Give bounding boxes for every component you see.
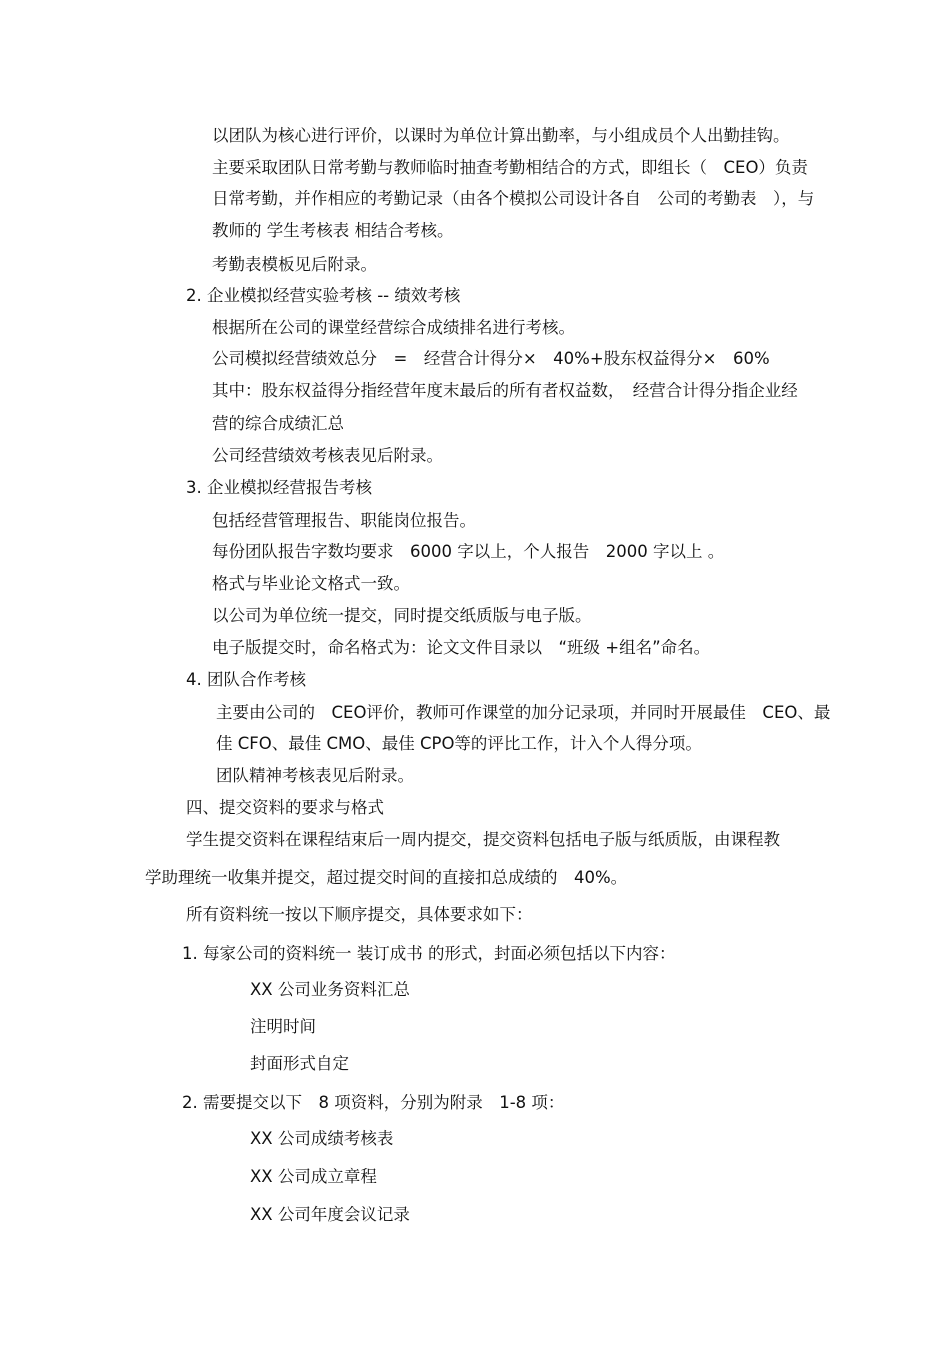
sub-list-item: XX 公司成绩考核表 (250, 1129, 394, 1148)
text-line: 包括经营管理报告、职能岗位报告。 (212, 511, 476, 530)
text-line: 格式与毕业论文格式一致。 (212, 574, 410, 593)
text-line: 电子版提交时，命名格式为：论文文件目录以 “班级 +组名”命名。 (212, 638, 711, 657)
sub-list-item: XX 公司业务资料汇总 (250, 980, 410, 999)
text-line: 团队精神考核表见后附录。 (216, 766, 414, 785)
section-heading: 2. 企业模拟经营实验考核 -- 绩效考核 (186, 286, 461, 305)
formula-line: 公司模拟经营绩效总分 = 经营合计得分× 40%+股东权益得分× 60% (212, 349, 770, 368)
list-item: 2. 需要提交以下 8 项资料，分别为附录 1-8 项： (182, 1093, 565, 1112)
text-line: 学助理统一收集并提交，超过提交时间的直接扣总成绩的 40%。 (145, 868, 628, 887)
sub-list-item: 封面形式自定 (250, 1054, 349, 1073)
text-line: 公司经营绩效考核表见后附录。 (212, 446, 443, 465)
text-line: 每份团队报告字数均要求 6000 字以上，个人报告 2000 字以上 。 (212, 542, 725, 561)
sub-list-item: 注明时间 (250, 1017, 316, 1036)
text-line: 其中：股东权益得分指经营年度末最后的所有者权益数， 经营合计得分指企业经 (212, 381, 798, 400)
list-item: 1. 每家公司的资料统一 装订成书 的形式，封面必须包括以下内容： (182, 944, 676, 963)
text-line: 以公司为单位统一提交，同时提交纸质版与电子版。 (212, 606, 592, 625)
text-line: 教师的 学生考核表 相结合考核。 (212, 221, 454, 240)
section-heading: 4. 团队合作考核 (186, 670, 306, 689)
text-line: 根据所在公司的课堂经营综合成绩排名进行考核。 (212, 318, 575, 337)
sub-list-item: XX 公司成立章程 (250, 1167, 377, 1186)
section-heading: 3. 企业模拟经营报告考核 (186, 478, 372, 497)
text-line: 日常考勤，并作相应的考勤记录（由各个模拟公司设计各自 公司的考勤表 ），与 (212, 189, 815, 208)
text-line: 考勤表模板见后附录。 (212, 255, 377, 274)
chapter-heading: 四、提交资料的要求与格式 (186, 798, 384, 817)
text-line: 学生提交资料在课程结束后一周内提交，提交资料包括电子版与纸质版，由课程教 (186, 830, 780, 849)
text-line: 所有资料统一按以下顺序提交，具体要求如下： (186, 905, 533, 924)
text-line: 以团队为核心进行评价，以课时为单位计算出勤率，与小组成员个人出勤挂钩。 (212, 126, 790, 145)
text-line: 营的综合成绩汇总 (212, 414, 344, 433)
text-line: 主要采取团队日常考勤与教师临时抽查考勤相结合的方式，即组长（ CEO）负责 (212, 158, 808, 177)
sub-list-item: XX 公司年度会议记录 (250, 1205, 410, 1224)
text-line: 佳 CFO、最佳 CMO、最佳 CPO等的评比工作，计入个人得分项。 (216, 734, 702, 753)
text-line: 主要由公司的 CEO评价，教师可作课堂的加分记录项，并同时开展最佳 CEO、最 (216, 703, 831, 722)
